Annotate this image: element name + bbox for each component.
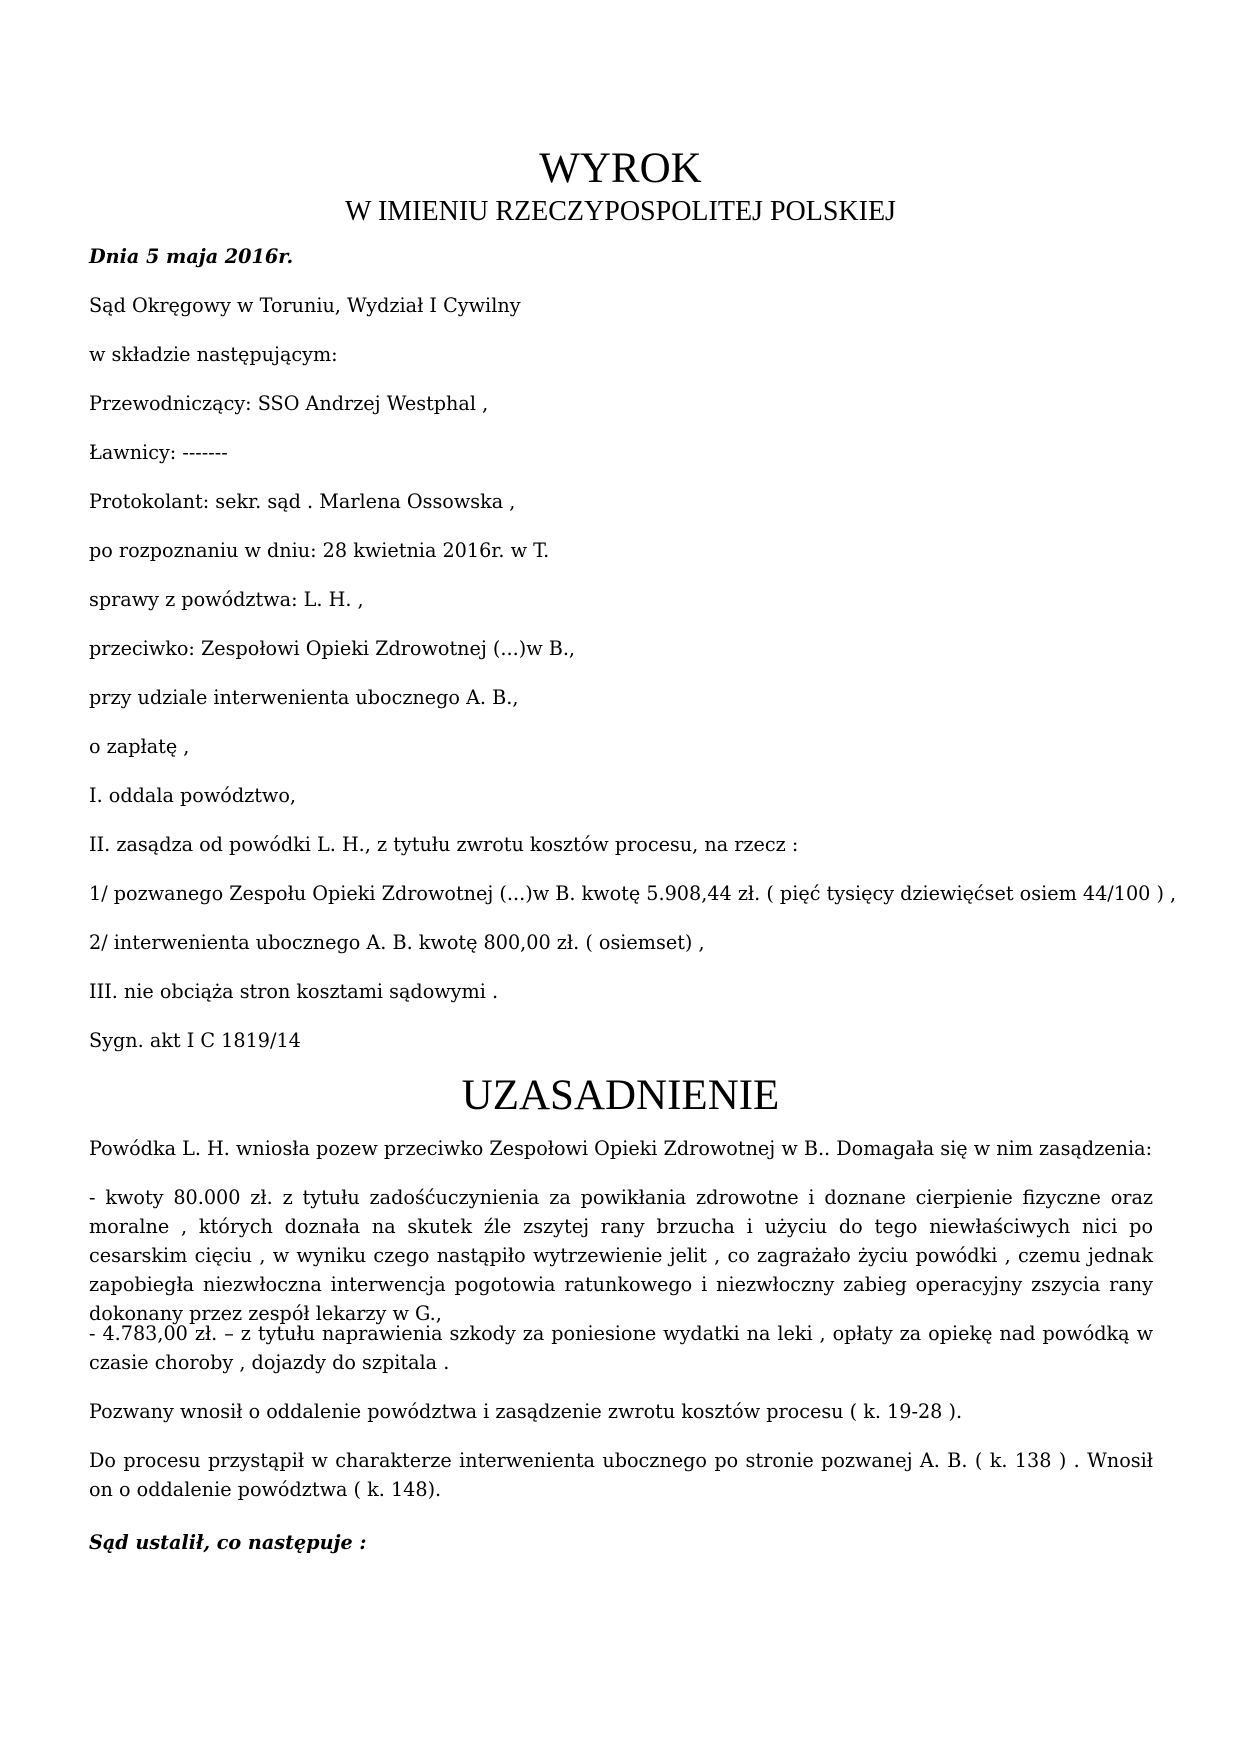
findings-heading: Sąd ustalił, co następuje : bbox=[89, 1531, 367, 1554]
presiding-judge: Przewodniczący: SSO Andrzej Westphal , bbox=[89, 392, 489, 415]
claim-subject: o zapłatę , bbox=[89, 735, 190, 758]
justification-title: UZASADNIENIE bbox=[461, 1072, 780, 1119]
intervener: przy udziale interwenienta ubocznego A. B., bbox=[89, 686, 519, 709]
ruling-point-1: I. oddala powództwo, bbox=[89, 784, 296, 807]
ruling-point-2: II. zasądza od powódki L. H., z tytułu zwrotu kosztów procesu, na rzecz : bbox=[89, 833, 799, 856]
justification-paragraph: - kwoty 80.000 zł. z tytułu zadośćuczynienia za powikłania zdrowotne i doznane cierpienie fizyczne oraz moralne , których doznała na skutek źle zszytej rany brzucha i użyciu do tego niewłaściwych nici po cesarskim cięciu , w wyniku czego nastąpiło wytrzewienie jelit , co zagrażało życiu powódki , czemu jednak zapobiegła niezwłoczna interwencja pogotowia ratunkowego i niezwłoczny zabieg operacyjny zszycia rany dokonany przez zespół lekarzy w G., bbox=[89, 1186, 1153, 1325]
justification-paragraph: Pozwany wnosił o oddalenie powództwa i zasądzenie zwrotu kosztów procesu ( k. 19-28 ). bbox=[89, 1400, 963, 1423]
hearing-date: po rozpoznaniu w dniu: 28 kwietnia 2016r. w T. bbox=[89, 539, 550, 562]
case-signature: Sygn. akt I C 1819/14 bbox=[89, 1029, 301, 1052]
ruling-point-2-item-2: 2/ interwenienta ubocznego A. B. kwotę 800,00 zł. ( osiemset) , bbox=[89, 931, 705, 954]
justification-paragraph: Do procesu przystąpił w charakterze interwenienta ubocznego po stronie pozwanej A. B. ( k. 138 ) . Wnosił on o oddalenie powództwa ( k. 148). bbox=[89, 1449, 1153, 1501]
lay-judges: Ławnicy: ------- bbox=[89, 441, 228, 464]
composition-intro: w składzie następującym: bbox=[89, 343, 338, 366]
ruling-point-2-item-1: 1/ pozwanego Zespołu Opieki Zdrowotnej (...)w B. kwotę 5.908,44 zł. ( pięć tysięcy dziewięćset osiem 44/100 ) , bbox=[89, 882, 1177, 905]
defendant: przeciwko: Zespołowi Opieki Zdrowotnej (...)w B., bbox=[89, 637, 576, 660]
justification-paragraph: Powódka L. H. wniosła pozew przeciwko Zespołowi Opieki Zdrowotnej w B.. Domagała się w nim zasądzenia: bbox=[89, 1137, 1153, 1160]
justification-paragraph: - 4.783,00 zł. – z tytułu naprawienia szkody za poniesione wydatki na leki , opłaty za opiekę nad powódką w czasie choroby , dojazdy do szpitala . bbox=[89, 1322, 1153, 1374]
court-clerk: Protokolant: sekr. sąd . Marlena Ossowska , bbox=[89, 490, 516, 513]
court-name: Sąd Okręgowy w Toruniu, Wydział I Cywilny bbox=[89, 294, 521, 317]
document-title: WYROK bbox=[539, 145, 702, 192]
plaintiff: sprawy z powództwa: L. H. , bbox=[89, 588, 364, 611]
verdict-date: Dnia 5 maja 2016r. bbox=[89, 245, 294, 268]
ruling-point-3: III. nie obciąża stron kosztami sądowymi . bbox=[89, 980, 499, 1003]
document-subtitle: W IMIENIU RZECZYPOSPOLITEJ POLSKIEJ bbox=[345, 196, 896, 227]
